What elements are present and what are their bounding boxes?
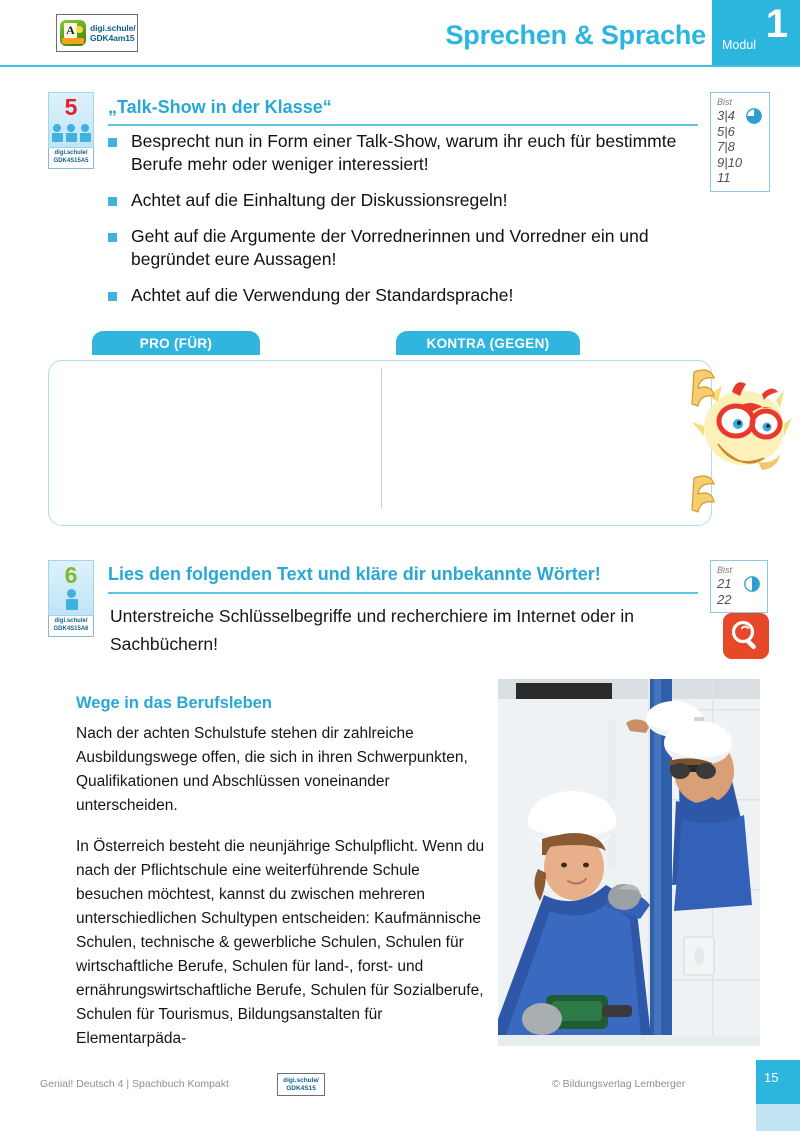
bist-line: 5|6 <box>717 123 735 139</box>
exercise-6-instruction: Unterstreiche Schlüsselbegriffe und recherchiere im Internet oder in Sachbüchern! <box>110 606 634 654</box>
mascot-character <box>688 366 792 526</box>
list-item <box>108 189 698 212</box>
digischule-logo-footer[interactable] <box>277 1073 325 1096</box>
apprentices-photo <box>498 679 760 1046</box>
bist-line: 3|4 <box>717 108 735 123</box>
progress-half-icon <box>744 576 760 592</box>
person-icon <box>66 124 77 142</box>
digischule-logo-header[interactable] <box>56 14 138 52</box>
page-number-block <box>756 1060 800 1104</box>
exercise-5-code-line-1: digi.schule/ <box>54 150 88 156</box>
exercise-5-badge-top <box>48 92 94 148</box>
column-divider <box>381 369 382 509</box>
letter-a-glyph: A <box>64 23 77 38</box>
list-item-text: Geht auf die Argumente der Vorrednerinnen und Vorredner ein und begründet eure Aussagen! <box>131 226 649 269</box>
article-paragraph-2: In Österreich besteht die neunjährige Schulpflicht. Wenn du nach der Pflichtschule eine weiterführende Schule besuchen möchtest, kannst du zwischen mehreren unterschiedlichen Schultypen entscheiden: Kaufmännische Schulen, technische & gewerbliche Schulen, Schulen für wirtschaftliche Berufe, Schulen für land-, forst- und ernährungswirtschaftliche Berufe, Schulen für Sozialberufe, Schulen für Tourismus, Bildungsanstalten für Elementarpäda- <box>76 838 485 1047</box>
module-label: Modul <box>722 38 757 52</box>
bist-line: 22 <box>717 591 732 607</box>
tab-pro[interactable]: PRO (FÜR) <box>92 331 260 355</box>
module-badge <box>712 0 800 66</box>
exercise-5-bist-box <box>710 92 770 192</box>
footer-book-title: Genial! Deutsch 4 | Spachbuch Kompakt <box>40 1078 229 1090</box>
logo-line-2: GDK4am15 <box>90 33 135 43</box>
exercise-5-badge <box>48 92 94 169</box>
exercise-6-code-line-2: GDK4S15A6 <box>53 625 89 632</box>
list-item-text: Achtet auf die Verwendung der Standardsprache! <box>131 285 514 305</box>
page-accent-block <box>756 1104 800 1131</box>
exercise-5-instruction-list <box>108 130 698 320</box>
list-item <box>108 130 698 176</box>
list-item <box>108 225 698 271</box>
pro-kontra-answer-box[interactable] <box>48 360 712 526</box>
bist-label: Bist <box>717 565 733 575</box>
group-work-icon <box>49 124 93 142</box>
exercise-5-number: 5 <box>64 94 78 120</box>
footer-copyright: © Bildungsverlag Lemberger <box>552 1078 686 1090</box>
bist-line: 7|8 <box>717 139 735 154</box>
article-heading: Wege in das Berufsleben <box>76 694 272 712</box>
list-item-text: Achtet auf die Einhaltung der Diskussionsregeln! <box>131 190 508 210</box>
exercise-6-code-line-1: digi.schule/ <box>54 618 88 624</box>
bullet-square-icon <box>108 292 117 301</box>
bist-line: 9|10 <box>717 154 743 170</box>
single-work-icon <box>49 589 93 610</box>
search-icon[interactable] <box>723 613 769 659</box>
list-item-text: Besprecht nun in Form einer Talk-Show, warum ihr euch für bestimmte Berufe mehr oder weniger interessiert! <box>131 131 677 174</box>
digischule-logo-text <box>90 23 136 44</box>
exercise-5-underline <box>108 124 698 126</box>
exercise-6-title: Lies den folgenden Text und kläre dir unbekannte Wörter! <box>108 564 601 584</box>
module-number: 1 <box>765 2 788 46</box>
exercise-6-code[interactable] <box>48 616 94 637</box>
bullet-square-icon <box>108 233 117 242</box>
logo-line-1: digi.schule/ <box>90 22 136 33</box>
person-icon <box>52 124 63 142</box>
page-title: Sprechen & Sprache <box>445 20 706 50</box>
exercise-6-badge <box>48 560 94 637</box>
footer-logo-line-1: digi.schule/ <box>283 1077 319 1084</box>
progress-pie-icon <box>746 108 762 124</box>
exercise-5-code[interactable] <box>48 148 94 169</box>
person-icon <box>66 589 77 610</box>
bist-line: 11 <box>717 170 731 185</box>
exercise-6-underline <box>108 592 698 594</box>
exercise-5-title: „Talk-Show in der Klasse“ <box>108 97 332 117</box>
orange-bar-icon <box>62 38 84 44</box>
exercise-5-code-line-2: GDK4S15A5 <box>53 157 89 164</box>
digischule-app-icon <box>60 20 86 46</box>
list-item <box>108 284 698 307</box>
tab-kontra[interactable]: KONTRA (GEGEN) <box>396 331 580 355</box>
footer-logo-line-2: GDK4S15 <box>286 1085 316 1092</box>
person-icon <box>80 124 91 142</box>
article-paragraph-1: Nach der achten Schulstufe stehen dir zahlreiche Ausbildungswege offen, die sich in ihren Schwerpunkten, Qualifikationen und Abschlüssen voneinander unterscheiden. <box>76 725 468 814</box>
page-header <box>0 0 800 66</box>
bist-label: Bist <box>717 97 733 107</box>
exercise-6-number: 6 <box>64 562 78 588</box>
yellow-dot-icon <box>76 26 83 33</box>
bist-line: 21 <box>717 576 732 591</box>
page-number: 15 <box>764 1070 779 1085</box>
exercise-6-bist-box <box>710 560 768 613</box>
exercise-6-badge-top <box>48 560 94 616</box>
header-divider <box>0 65 800 67</box>
bullet-square-icon <box>108 197 117 206</box>
bullet-square-icon <box>108 138 117 147</box>
